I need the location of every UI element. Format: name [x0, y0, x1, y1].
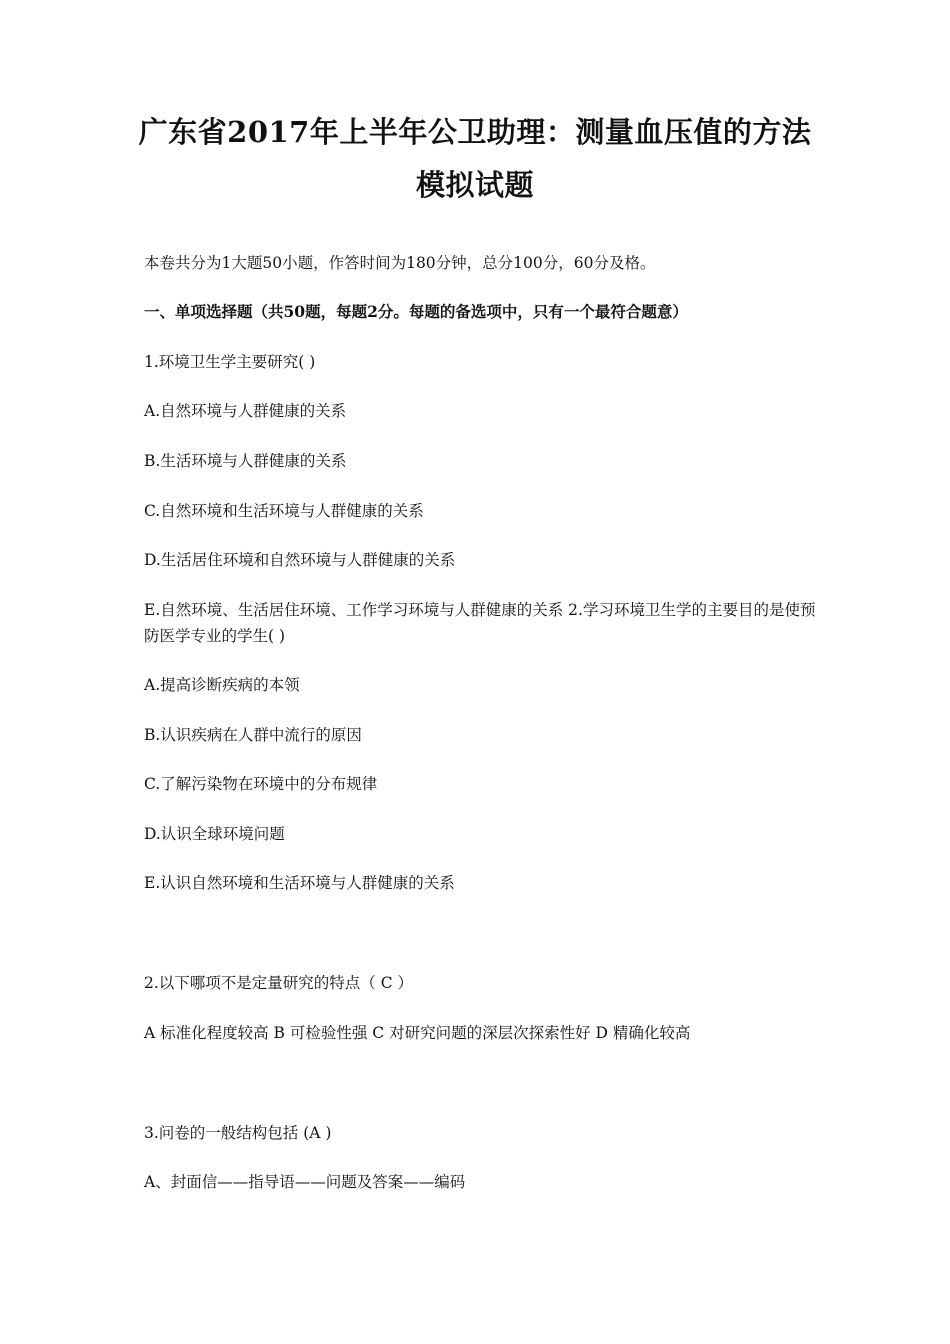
- question-3-option-a: A、封面信——指导语——问题及答案——编码: [144, 1173, 466, 1191]
- question-1-option-d: D.生活居住环境和自然环境与人群健康的关系: [144, 551, 456, 569]
- question-2-options: A 标准化程度较高 B 可检验性强 C 对研究问题的深层次探索性好 D 精确化较高: [144, 1024, 691, 1042]
- question-1b-option-a: A.提高诊断疾病的本领: [144, 676, 300, 694]
- question-3-stem: 3.问卷的一般结构包括 (A ): [144, 1124, 332, 1142]
- exam-intro: 本卷共分为1大题50小题，作答时间为180分钟，总分100分，60分及格。: [144, 254, 656, 272]
- document-title-line2: 模拟试题: [415, 168, 534, 202]
- question-1b-option-b: B.认识疾病在人群中流行的原因: [144, 726, 362, 744]
- question-1-option-e: E.自然环境、生活居住环境、工作学习环境与人群健康的关系 2.学习环境卫生学的主要目的是使预防医学专业的学生( ): [144, 601, 816, 645]
- question-2-stem: 2.以下哪项不是定量研究的特点（ C ）: [144, 974, 414, 992]
- question-1b-option-d: D.认识全球环境问题: [144, 825, 285, 843]
- section-heading: 一、单项选择题（共50题，每题2分。每题的备选项中，只有一个最符合题意）: [144, 302, 688, 321]
- question-1b-option-e: E.认识自然环境和生活环境与人群健康的关系: [144, 874, 455, 892]
- question-1-option-c: C.自然环境和生活环境与人群健康的关系: [144, 502, 424, 520]
- question-1-stem: 1.环境卫生学主要研究( ): [144, 353, 316, 371]
- question-1-option-b: B.生活环境与人群健康的关系: [144, 452, 347, 470]
- question-1b-option-c: C.了解污染物在环境中的分布规律: [144, 775, 378, 793]
- question-1-option-a: A.自然环境与人群健康的关系: [144, 402, 347, 420]
- document-title-line1: 广东省2017年上半年公卫助理：测量血压值的方法: [138, 115, 812, 149]
